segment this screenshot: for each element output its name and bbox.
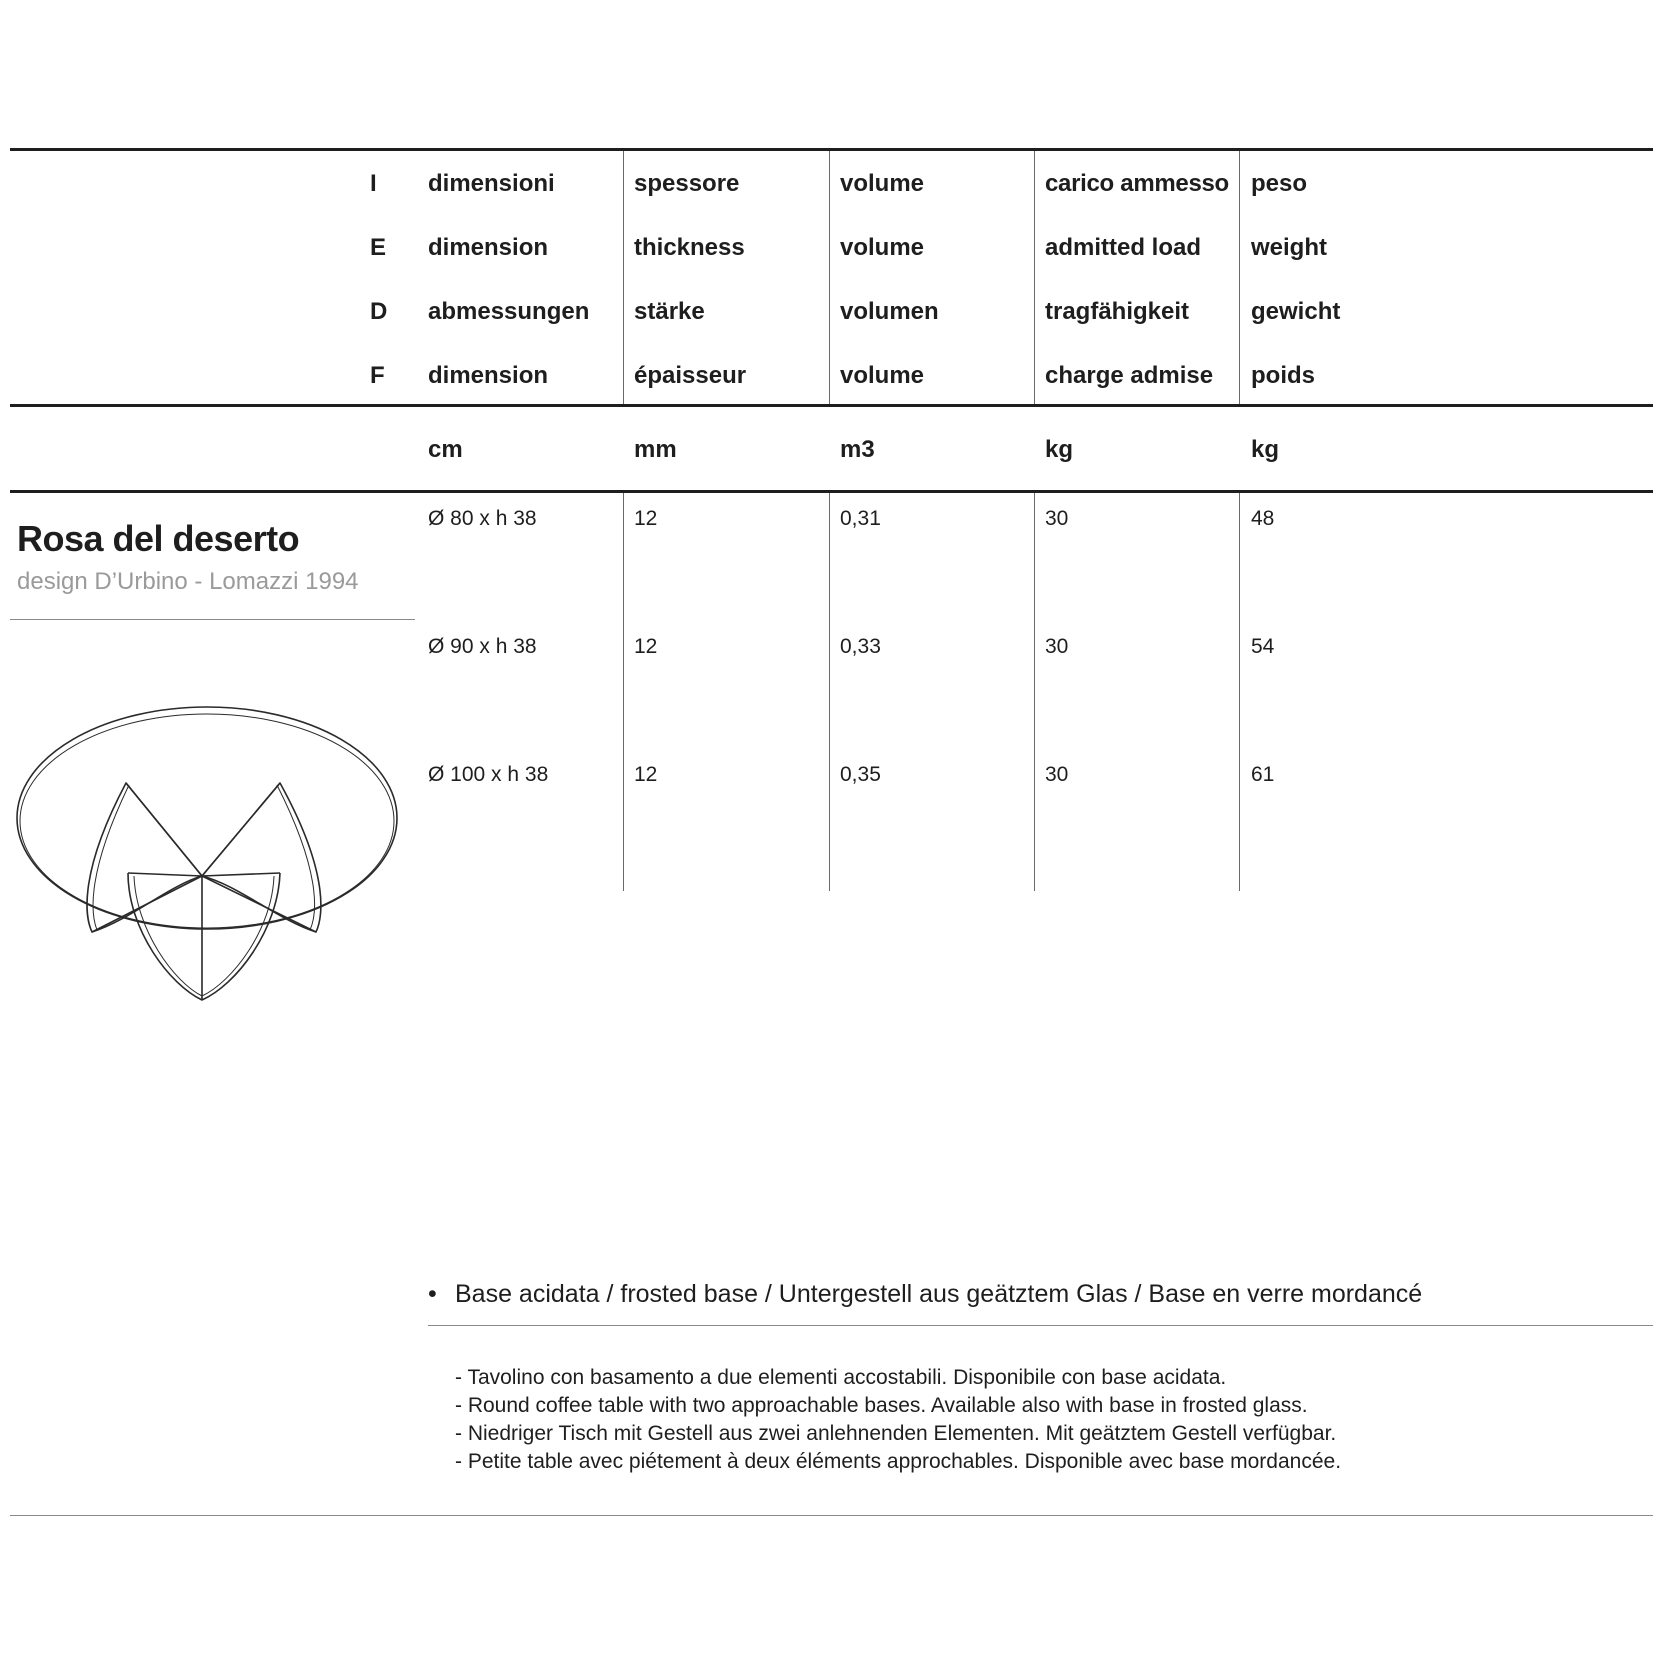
glass-top-inner-edge <box>20 714 394 928</box>
unit-volume: m3 <box>840 436 875 463</box>
header-weight-it: peso <box>1251 170 1308 197</box>
header-top-rule <box>10 148 1653 151</box>
header-weight-de: gewicht <box>1251 298 1341 325</box>
column-separator <box>1239 151 1240 404</box>
cell-load: 30 <box>1045 763 1069 786</box>
column-separator <box>1034 493 1035 891</box>
column-separator <box>623 493 624 891</box>
feature-text: Base acidata / frosted base / Untergestell aus geätztem Glas / Base en verre mordancé <box>455 1280 1423 1308</box>
header-weight-en: weight <box>1251 234 1327 261</box>
header-load-fr: charge admise <box>1045 362 1214 389</box>
header-volume-en: volume <box>840 234 925 261</box>
description-german: - Niedriger Tisch mit Gestell aus zwei anlehnenden Elementen. Mit geätztem Gestell verfügbar. <box>455 1422 1337 1445</box>
cell-weight: 54 <box>1251 635 1275 658</box>
header-dimensions-de: abmessungen <box>428 298 590 325</box>
cell-volume: 0,31 <box>840 507 881 530</box>
cell-thickness: 12 <box>634 507 658 530</box>
cell-load: 30 <box>1045 507 1069 530</box>
cell-thickness: 12 <box>634 763 658 786</box>
column-separator <box>829 493 830 891</box>
header-dimensions-fr: dimension <box>428 362 549 389</box>
cell-dimensions: Ø 100 x h 38 <box>428 763 549 786</box>
cell-volume: 0,33 <box>840 635 881 658</box>
title-underline <box>10 619 415 620</box>
header-bottom-rule <box>10 404 1653 407</box>
column-separator <box>829 151 830 404</box>
table-line-drawing <box>10 700 410 1010</box>
language-code-english: E <box>370 234 387 261</box>
units-bottom-rule <box>10 490 1653 493</box>
language-code-german: D <box>370 298 388 325</box>
description-italian: - Tavolino con basamento a due elementi accostabili. Disponibile con base acidata. <box>455 1366 1227 1389</box>
header-volume-fr: volume <box>840 362 925 389</box>
header-load-en: admitted load <box>1045 234 1202 261</box>
header-load-it: carico ammesso <box>1045 170 1229 197</box>
column-separator <box>623 151 624 404</box>
header-volume-de: volumen <box>840 298 939 325</box>
header-load-de: tragfähigkeit <box>1045 298 1190 325</box>
cell-dimensions: Ø 80 x h 38 <box>428 507 537 530</box>
header-thickness-it: spessore <box>634 170 740 197</box>
unit-weight: kg <box>1251 436 1280 463</box>
header-thickness-en: thickness <box>634 234 745 261</box>
cell-load: 30 <box>1045 635 1069 658</box>
language-code-italian: I <box>370 170 377 197</box>
cell-thickness: 12 <box>634 635 658 658</box>
feature-bullet: • <box>428 1280 437 1308</box>
unit-dimensions: cm <box>428 436 463 463</box>
column-separator <box>1034 151 1035 404</box>
header-weight-fr: poids <box>1251 362 1315 389</box>
description-english: - Round coffee table with two approachable bases. Available also with base in frosted glass. <box>455 1394 1308 1417</box>
cell-volume: 0,35 <box>840 763 881 786</box>
language-code-french: F <box>370 362 385 389</box>
header-thickness-de: stärke <box>634 298 705 325</box>
description-french: - Petite table avec piétement à deux éléments approchables. Disponible avec base mordancée. <box>455 1450 1342 1473</box>
cell-weight: 48 <box>1251 507 1275 530</box>
column-separator <box>1239 493 1240 891</box>
cell-weight: 61 <box>1251 763 1275 786</box>
header-volume-it: volume <box>840 170 925 197</box>
header-dimensions-it: dimensioni <box>428 170 555 197</box>
footer-rule <box>10 1515 1653 1516</box>
feature-underline <box>428 1325 1653 1326</box>
header-thickness-fr: épaisseur <box>634 362 747 389</box>
product-designer: design D’Urbino - Lomazzi 1994 <box>17 568 359 595</box>
unit-load: kg <box>1045 436 1074 463</box>
product-title: Rosa del deserto <box>17 518 300 559</box>
header-dimensions-en: dimension <box>428 234 549 261</box>
cell-dimensions: Ø 90 x h 38 <box>428 635 537 658</box>
unit-thickness: mm <box>634 436 677 463</box>
